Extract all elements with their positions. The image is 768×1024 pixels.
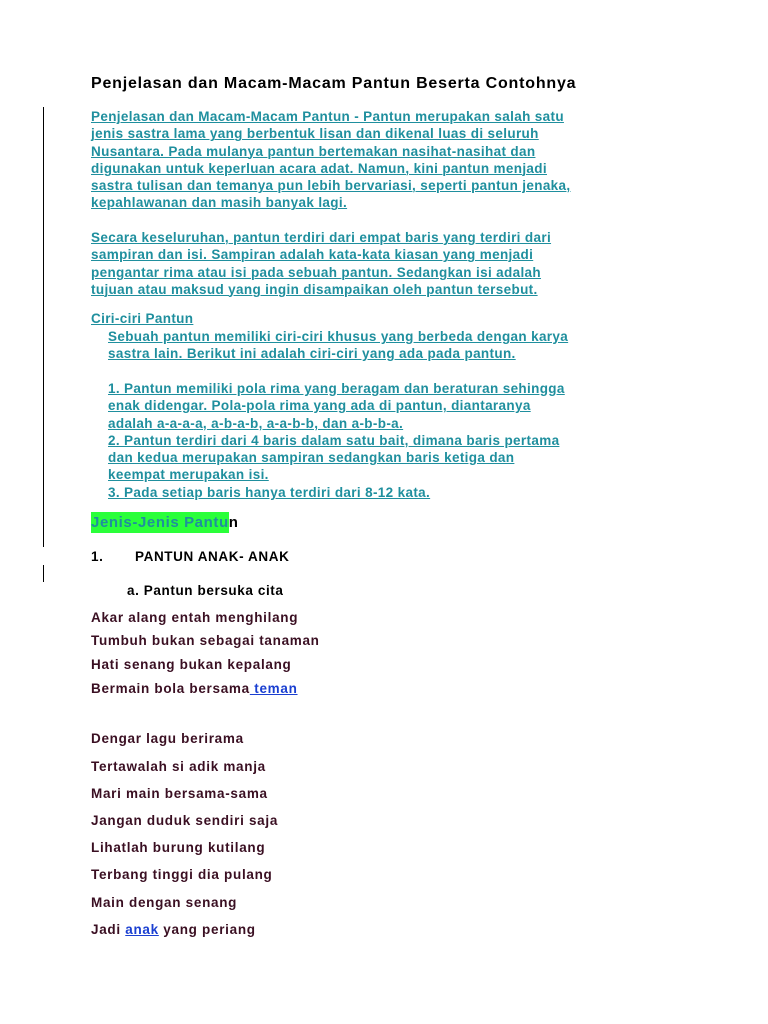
definition-line: sampiran dan isi. Sampiran adalah kata-kata kiasan yang menjadi <box>91 247 534 263</box>
verse-line: Main dengan senang <box>91 895 238 910</box>
ciri-list-line: adalah a-a-a-a, a-b-a-b, a-a-b-b, dan a-b-b-a. <box>108 415 404 431</box>
verse-line: Akar alang entah menghilang <box>91 610 299 625</box>
intro-paragraph[interactable] <box>91 108 691 212</box>
verse-line: Dengar lagu berirama <box>91 731 244 746</box>
definition-paragraph[interactable] <box>91 229 691 298</box>
verse-text: Jadi <box>91 922 126 937</box>
verse-line: Hati senang bukan kepalang <box>91 657 292 672</box>
jenis-heading <box>91 514 239 531</box>
intro-line: Nusantara. Pada mulanya pantun bertemakan nasihat-nasihat dan <box>91 143 536 159</box>
verse-line: Tumbuh bukan sebagai tanaman <box>91 633 320 648</box>
verse-line: Terbang tinggi dia pulang <box>91 867 273 882</box>
section-number: 1. <box>91 549 104 564</box>
verse-line <box>91 922 256 937</box>
subsection-heading: a. Pantun bersuka cita <box>127 583 284 598</box>
intro-line: jenis sastra lama yang berbentuk lisan dan dikenal luas di seluruh <box>91 126 539 142</box>
ciri-list-line: enak didengar. Pola-pola rima yang ada di pantun, diantaranya <box>108 398 531 414</box>
verse-line <box>91 681 298 696</box>
definition-line: tujuan atau maksud yang ingin disampaikan oleh pantun tersebut. <box>91 281 538 297</box>
text-cursor <box>43 565 44 582</box>
ciri-intro-line: sastra lain. Berikut ini adalah ciri-ciri yang ada pada pantun. <box>108 346 516 362</box>
intro-line: Penjelasan dan Macam-Macam Pantun - Pantun merupakan salah satu <box>91 109 564 124</box>
section-heading <box>91 549 289 564</box>
ciri-list-line: 2. Pantun terdiri dari 4 baris dalam satu bait, dimana baris pertama <box>108 432 560 448</box>
verse-line: Lihatlah burung kutilang <box>91 840 266 855</box>
verse-line: Tertawalah si adik manja <box>91 759 266 774</box>
ciri-list[interactable] <box>108 380 708 501</box>
definition-line: pengantar rima atau isi pada sebuah pantun. Sedangkan isi adalah <box>91 264 542 280</box>
anak-link[interactable]: anak <box>125 922 159 937</box>
ciri-list-line: keempat merupakan isi. <box>108 467 269 483</box>
teman-link[interactable]: teman <box>249 681 298 696</box>
definition-line: Secara keseluruhan, pantun terdiri dari empat baris yang terdiri dari <box>91 230 552 245</box>
ciri-list-line: 1. Pantun memiliki pola rima yang beragam dan beraturan sehingga <box>108 381 565 396</box>
jenis-heading-tail: n <box>228 514 239 531</box>
jenis-heading-highlight: Jenis-Jenis Pantu <box>91 514 229 531</box>
left-margin-bar <box>43 107 44 547</box>
section-title: PANTUN ANAK- ANAK <box>135 549 290 564</box>
ciri-intro-line: Sebuah pantun memiliki ciri-ciri khusus yang berbeda dengan karya <box>108 329 569 344</box>
intro-line: sastra tulisan dan temanya pun lebih bervariasi, seperti pantun jenaka, <box>91 178 571 194</box>
verse-line: Jangan duduk sendiri saja <box>91 813 279 828</box>
ciri-list-line: dan kedua merupakan sampiran sedangkan baris ketiga dan <box>108 450 515 466</box>
intro-line: kepahlawanan dan masih banyak lagi. <box>91 195 348 211</box>
ciri-heading[interactable]: Ciri-ciri Pantun <box>91 311 194 326</box>
verse-text: Bermain bola bersama <box>91 681 250 696</box>
ciri-list-line: 3. Pada setiap baris hanya terdiri dari 8-12 kata. <box>108 484 431 500</box>
document-title: Penjelasan dan Macam-Macam Pantun Beserta Contohnya <box>91 75 577 92</box>
ciri-intro[interactable] <box>108 328 708 363</box>
intro-line: digunakan untuk keperluan acara adat. Namun, kini pantun menjadi <box>91 160 547 176</box>
verse-line: Mari main bersama-sama <box>91 786 268 801</box>
verse-text: yang periang <box>158 922 256 937</box>
